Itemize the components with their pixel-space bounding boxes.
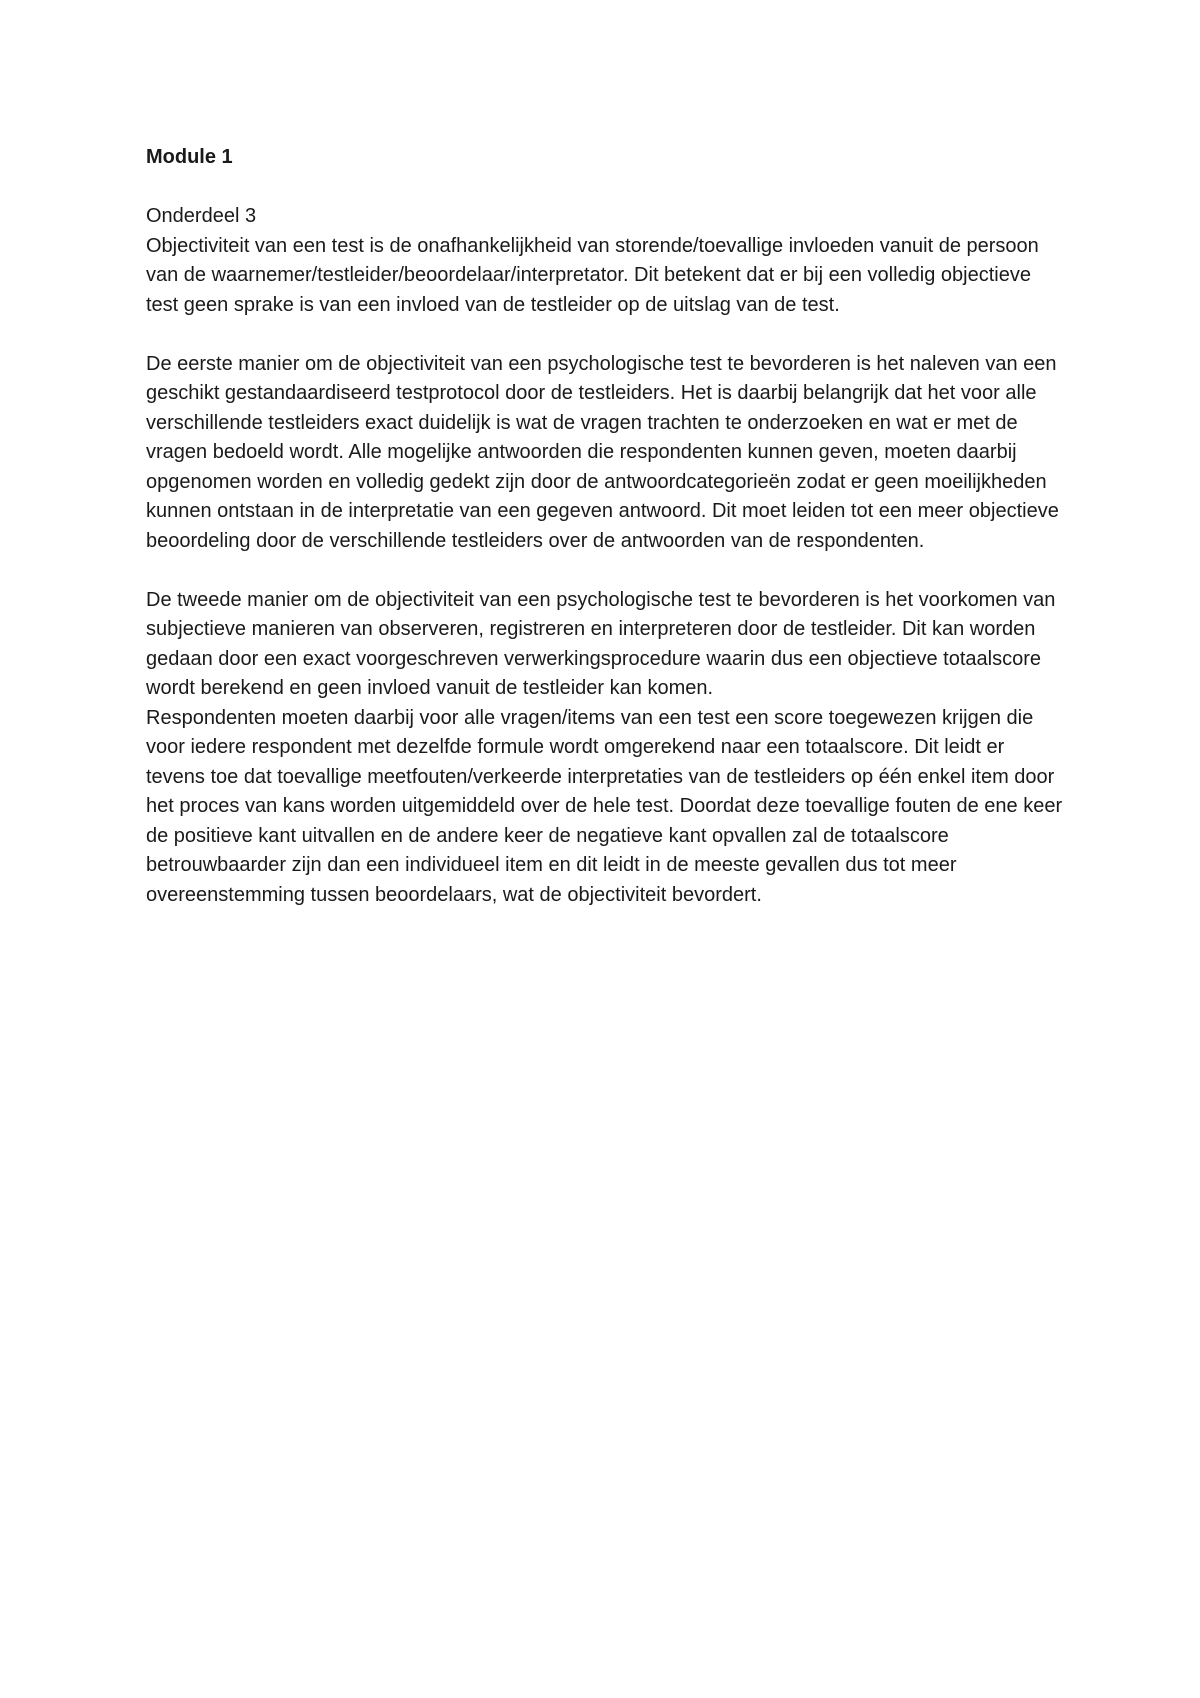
paragraph-second-method: De tweede manier om de objectiviteit van een psychologische test te bevorderen is het voorkomen van subjectieve manieren van observeren, registreren en interpreteren door de testleider. Dit kan worden gedaan door een exact voorgeschreven verwerkingsprocedure waarin dus een objectieve totaalscore wordt berekend en geen invloed vanuit de testleider kan komen. — [146, 588, 1056, 699]
paragraph-first-method: De eerste manier om de objectiviteit van een psychologische test te bevorderen is het naleven van een geschikt gestandaardiseerd testprotocol door de testleiders. Het is daarbij belangrijk dat het voor alle verschillende testleiders exact duidelijk is wat de vragen trachten te onderzoeken en wat er met de vragen bedoeld wordt. Alle mogelijke antwoorden die respondenten kunnen geven, moeten daarbij opgenomen worden en volledig gedekt zijn door de antwoordcategorieën zodat er geen moeilijkheden kunnen ontstaan in de interpretatie van een gegeven antwoord. Dit moet leiden tot een meer objectieve beoordeling door de verschillende testleiders over de antwoorden van de respondenten. — [146, 352, 1059, 552]
section-heading: Onderdeel 3 — [146, 205, 257, 227]
paragraph-respondents: Respondenten moeten daarbij voor alle vragen/items van een test een score toegewezen krijgen die voor iedere respondent met dezelfde formule wordt omgerekend naar een totaalscore. Dit leidt er tevens toe dat toevallige meetfouten/verkeerde interpretaties van de testleiders op één enkel item door het proces van kans worden uitgemiddeld over de hele test. Doordat deze toevallige fouten de ene keer de positieve kant uitvallen en de andere keer de negatieve kant opvallen zal de totaalscore betrouwbaarder zijn dan een individueel item en dit leidt in de meeste gevallen dus tot meer overeenstemming tussen beoordelaars, wat de objectiviteit bevordert. — [146, 706, 1063, 906]
paragraph-intro: Objectiviteit van een test is de onafhankelijkheid van storende/toevallige invloeden vanuit de persoon van de waarnemer/testleider/beoordelaar/interpretator. Dit betekent dat er bij een volledig objectieve test geen sprake is van een invloed van de testleider op de uitslag van de test. — [146, 234, 1039, 316]
document-title: Module 1 — [146, 146, 233, 168]
document-page — [146, 143, 1066, 910]
